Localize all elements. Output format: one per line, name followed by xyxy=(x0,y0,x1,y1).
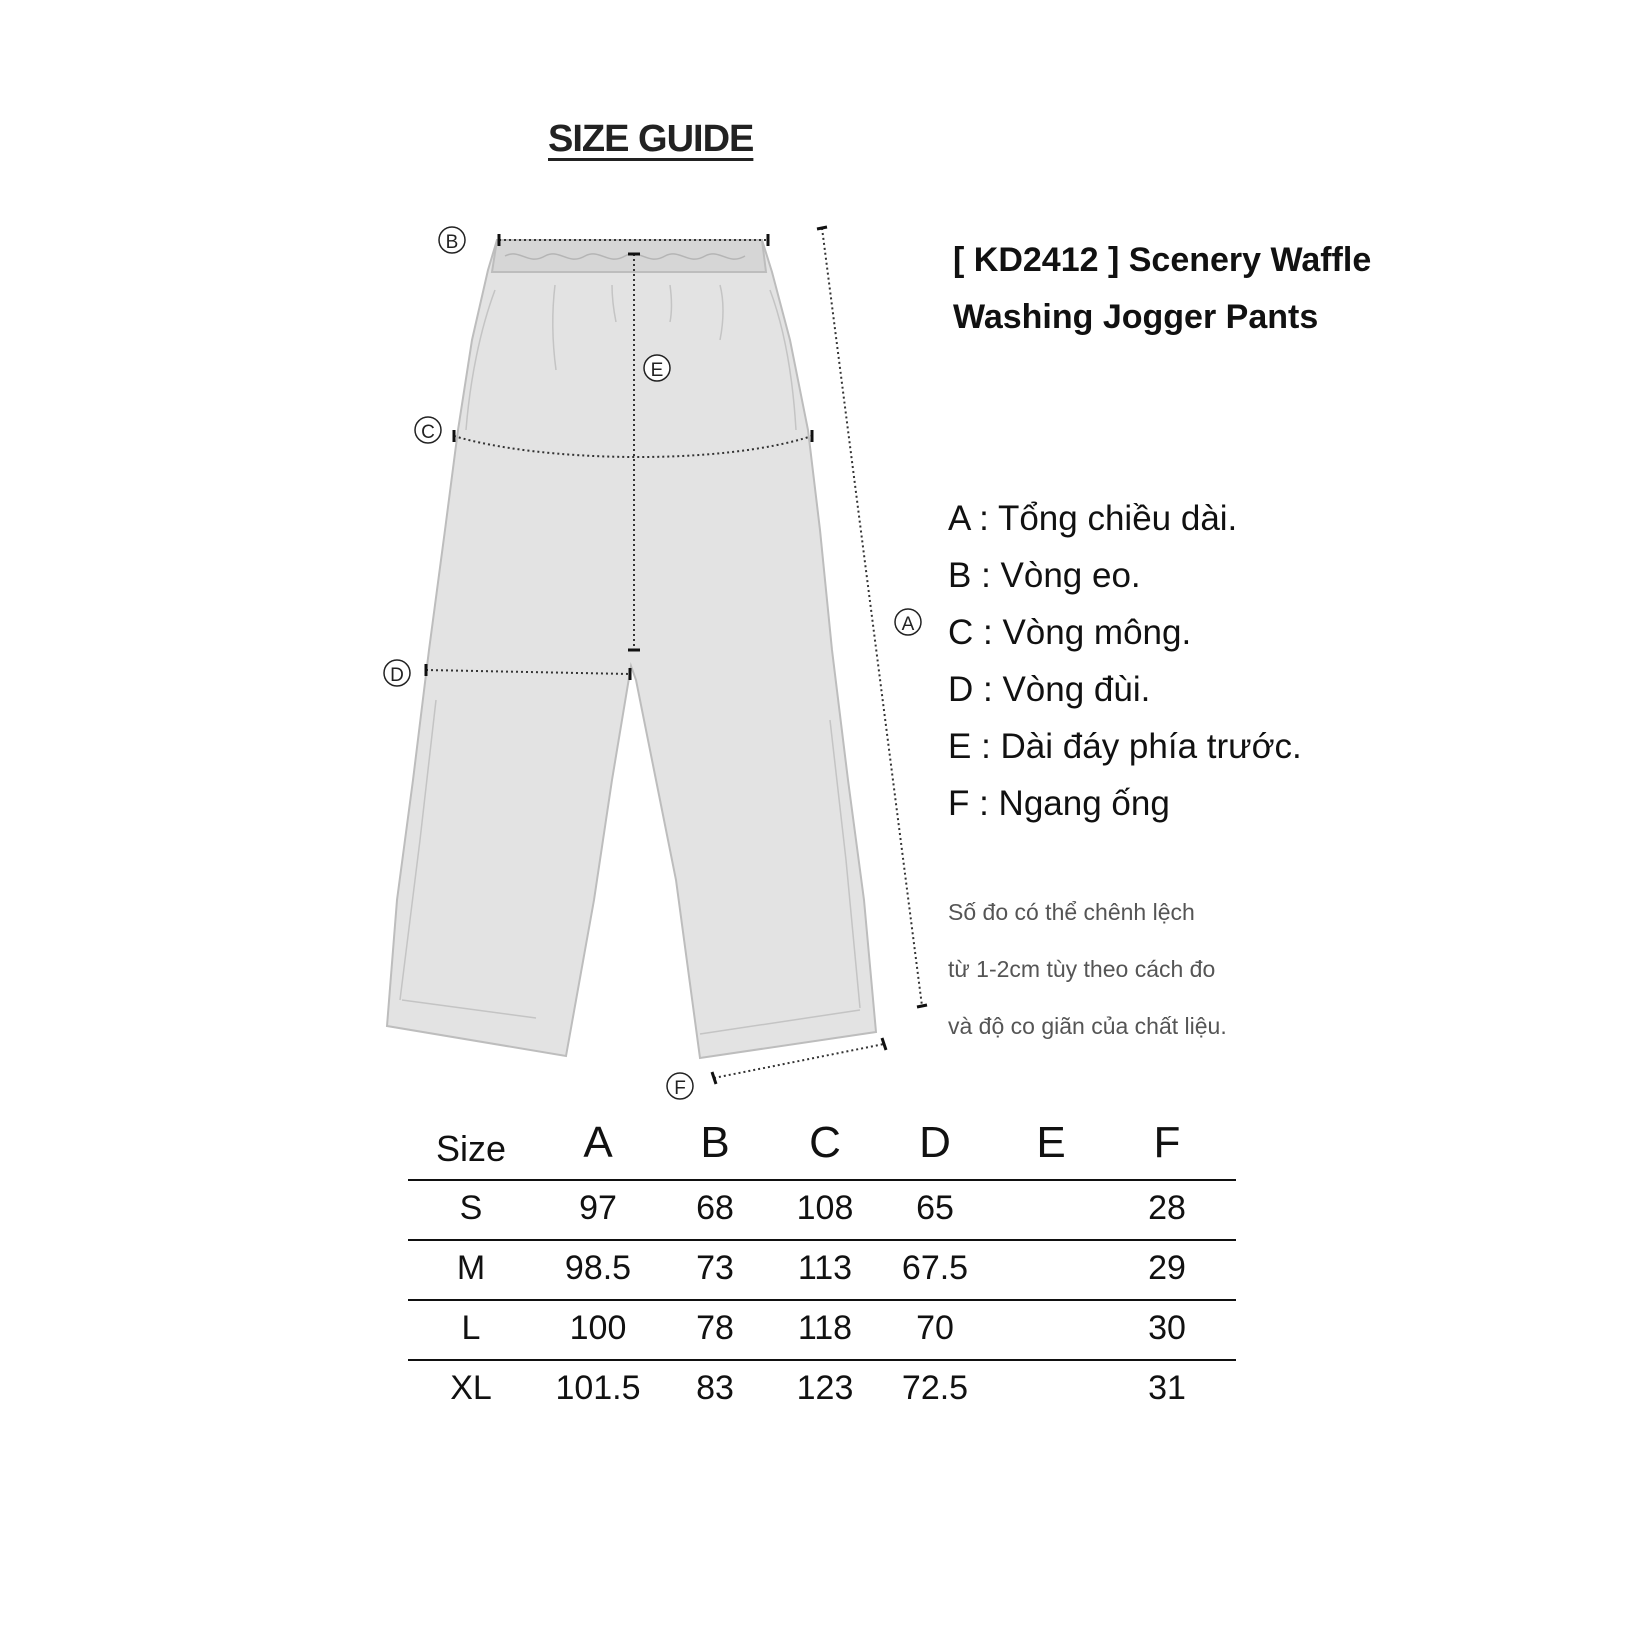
svg-text:B: B xyxy=(445,232,459,253)
table-cell: 68 xyxy=(696,1189,734,1227)
marker-f xyxy=(667,1073,693,1099)
product-title-line-2: Washing Jogger Pants xyxy=(953,298,1319,336)
marker-b xyxy=(439,227,465,253)
marker-a xyxy=(895,609,921,635)
table-cell: 78 xyxy=(696,1309,734,1347)
legend-item-b: B : Vòng eo. xyxy=(948,556,1141,595)
table-cell: 65 xyxy=(916,1189,954,1227)
legend-item-e: E : Dài đáy phía trước. xyxy=(948,727,1302,766)
table-row xyxy=(408,1361,1236,1419)
table-cell: 118 xyxy=(797,1309,853,1347)
table-cell: 113 xyxy=(797,1249,853,1287)
table-cell: 28 xyxy=(1148,1189,1186,1227)
table-cell: 31 xyxy=(1148,1369,1186,1407)
table-cell: 100 xyxy=(569,1309,627,1347)
product-title-line-1: [ KD2412 ] Scenery Waffle xyxy=(953,241,1372,279)
table-cell: 98.5 xyxy=(564,1249,632,1287)
marker-d xyxy=(384,660,410,686)
table-header-cell: F xyxy=(1153,1118,1181,1167)
legend-item-f: F : Ngang ống xyxy=(948,784,1170,823)
waistband xyxy=(492,240,766,272)
table-header-cell: B xyxy=(700,1118,730,1167)
legend-item-c: C : Vòng mông. xyxy=(948,613,1192,652)
table-cell: 30 xyxy=(1148,1309,1186,1347)
svg-text:E: E xyxy=(650,360,664,381)
table-cell: 101.5 xyxy=(555,1369,641,1407)
table-row xyxy=(408,1241,1236,1301)
note-line: Số đo có thể chênh lệch xyxy=(948,899,1195,925)
product-title xyxy=(953,232,1513,346)
table-cell: 72.5 xyxy=(901,1369,969,1407)
note-line: và độ co giãn của chất liệu. xyxy=(948,1013,1227,1039)
table-cell-size: XL xyxy=(450,1369,492,1407)
table-header-cell: E xyxy=(1036,1118,1066,1167)
measurement-note xyxy=(948,884,1227,1055)
table-cell-size: S xyxy=(459,1189,483,1227)
table-row xyxy=(408,1301,1236,1361)
table-cell: 67.5 xyxy=(901,1249,969,1287)
size-table xyxy=(408,1112,1236,1419)
table-cell: 73 xyxy=(696,1249,734,1287)
table-cell: 70 xyxy=(916,1309,954,1347)
table-cell-size: L xyxy=(461,1309,481,1347)
svg-text:F: F xyxy=(674,1078,686,1099)
marker-e xyxy=(644,355,670,381)
marker-c xyxy=(415,417,441,443)
table-header-cell: D xyxy=(919,1118,951,1167)
table-row xyxy=(408,1181,1236,1241)
svg-text:C: C xyxy=(421,422,435,443)
table-cell: 97 xyxy=(579,1189,617,1227)
legend-item-a: A : Tổng chiều dài. xyxy=(948,499,1238,538)
note-line: từ 1-2cm tùy theo cách đo xyxy=(948,956,1216,982)
table-cell: 29 xyxy=(1148,1249,1186,1287)
svg-text:A: A xyxy=(901,614,915,635)
table-cell-size: M xyxy=(456,1249,486,1287)
table-cell: 108 xyxy=(796,1189,854,1227)
table-header-row xyxy=(408,1112,1236,1181)
table-header-cell: A xyxy=(583,1118,613,1167)
table-header-cell: Size xyxy=(435,1128,507,1169)
svg-text:D: D xyxy=(390,665,404,686)
measurement-legend xyxy=(948,490,1302,832)
table-cell: 123 xyxy=(796,1369,854,1407)
legend-item-d: D : Vòng đùi. xyxy=(948,670,1151,709)
page-title: SIZE GUIDE xyxy=(548,118,754,160)
table-cell: 83 xyxy=(696,1369,734,1407)
table-header-cell: C xyxy=(809,1118,841,1167)
